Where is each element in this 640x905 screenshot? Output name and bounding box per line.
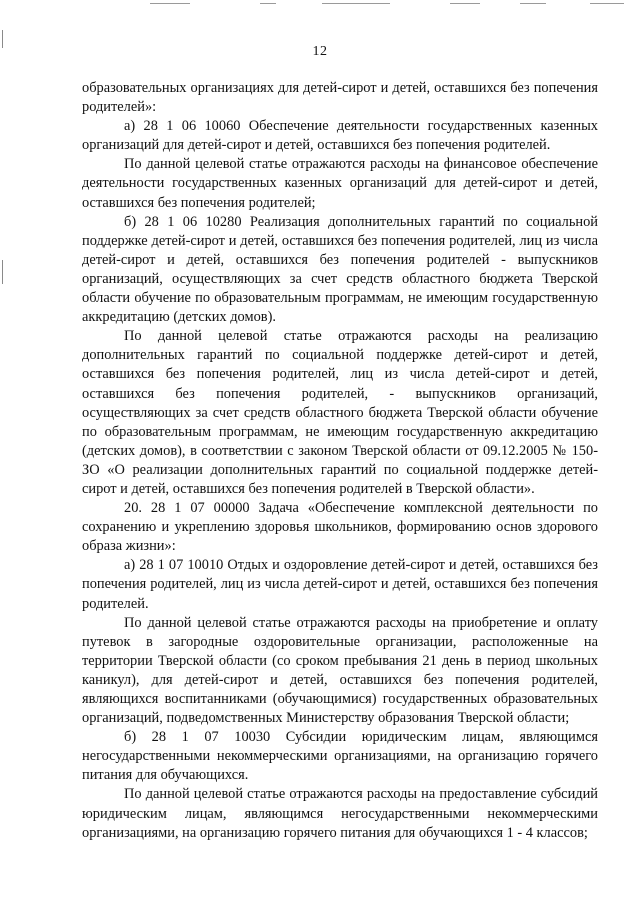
scan-artifact	[450, 3, 480, 4]
paragraph: По данной целевой статье отражаются расходы на реализацию дополнительных гарантий по социальной поддержке детей-сирот и детей, оставшихся без попечения родителей, лиц из числа детей-сирот и детей, оставшихся без попечения родителей, - выпускников организаций, осуществляющих за счет средств областного бюджета Тверской области обучение по образовательным программам, не имеющим государственную аккредитацию (детских домов), в соответствии с законом Тверской области от 09.12.2005 № 150-ЗО «О реализации дополнительных гарантий по социальной поддержке детей-сирот и детей, оставшихся без попечения родителей в Тверской области».	[82, 328, 598, 497]
scan-artifact	[260, 3, 276, 4]
paragraph: По данной целевой статье отражаются расходы на приобретение и оплату путевок в загородные оздоровительные организации, расположенные на территории Тверской области (со сроком пребывания 21 день в период школьных каникул), для детей-сирот и детей, оставшихся без попечения родителей, являющихся воспитанниками (обучающимися) государственных образовательных организаций, подведомственных Министерству образования Тверской области;	[82, 614, 598, 727]
scan-artifact	[590, 3, 624, 4]
scan-artifact	[322, 3, 390, 4]
scan-top-edge	[0, 0, 640, 8]
paragraph: б) 28 1 07 10030 Субсидии юридическим лицам, являющимся негосударственными некоммерческими организациями, на организацию горячего питания для обучающихся.	[82, 729, 598, 784]
paragraph: а) 28 1 07 10010 Отдых и оздоровление детей-сирот и детей, оставшихся без попечения родителей, лиц из числа детей-сирот и детей, оставшихся без попечения родителей.	[82, 557, 598, 612]
paragraph: 20. 28 1 07 00000 Задача «Обеспечение комплексной деятельности по сохранению и укреплению здоровья школьников, формированию основ здорового образа жизни»:	[82, 500, 598, 555]
scan-artifact	[150, 3, 190, 4]
paragraph: а) 28 1 06 10060 Обеспечение деятельности государственных казенных организаций для детей-сирот и детей, оставшихся без попечения родителей.	[82, 118, 598, 154]
scan-left-edge	[2, 260, 3, 284]
paragraph: образовательных организациях для детей-сирот и детей, оставшихся без попечения родителей»:	[82, 80, 598, 116]
document-body	[82, 79, 598, 843]
page-number: 12	[312, 44, 328, 59]
scan-artifact	[520, 3, 546, 4]
paragraph: По данной целевой статье отражаются расходы на предоставление субсидий юридическим лицам, являющимся негосударственными некоммерческими организациями, на организацию горячего питания для обучающихся 1 - 4 классов;	[82, 786, 598, 841]
paragraph: По данной целевой статье отражаются расходы на финансовое обеспечение деятельности государственных казенных организаций для детей-сирот и детей, оставшихся без попечения родителей;	[82, 156, 598, 211]
paragraph: б) 28 1 06 10280 Реализация дополнительных гарантий по социальной поддержке детей-сирот и детей, оставшихся без попечения родителей, лиц из числа детей-сирот и детей, оставшихся без попечения родителей - выпускников организаций, осуществляющих за счет средств областного бюджета Тверской области обучение по образовательным программам, не имеющим государственную аккредитацию (детских домов).	[82, 213, 598, 326]
